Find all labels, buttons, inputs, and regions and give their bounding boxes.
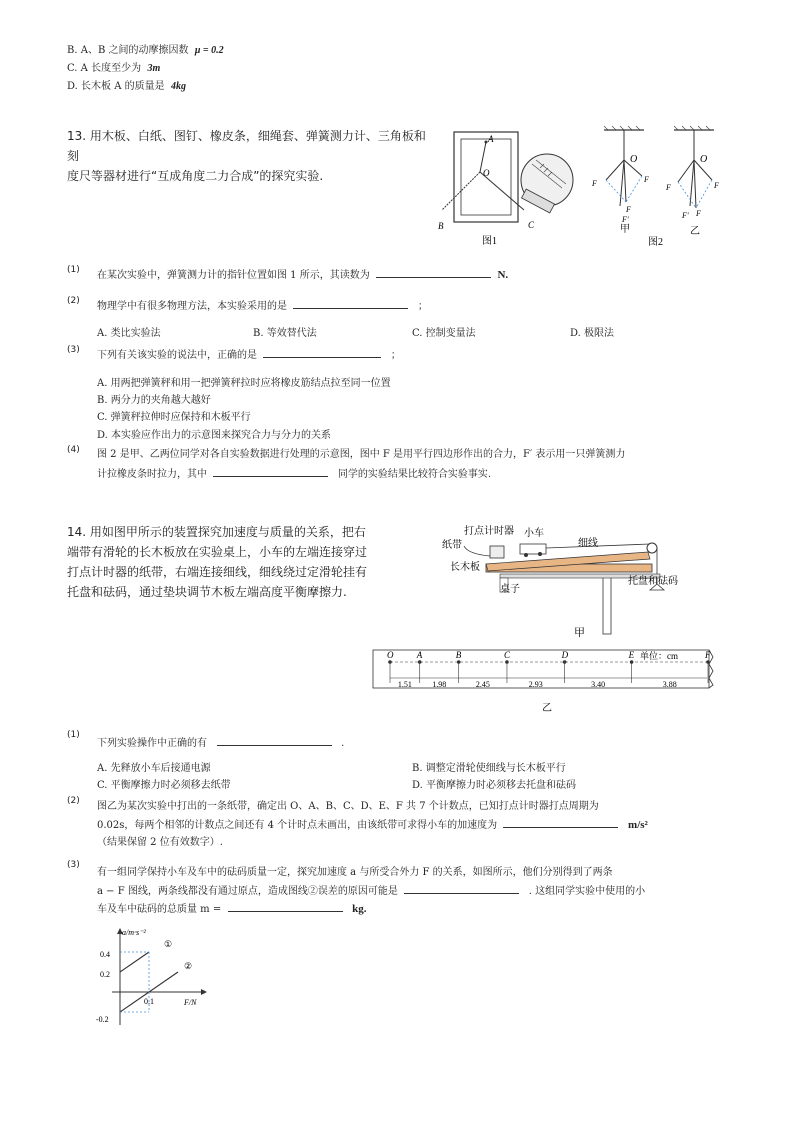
tape-point-A: A: [416, 650, 423, 660]
q13-p2-num: (2): [67, 296, 80, 306]
tape-segment-4: 2.93: [528, 680, 543, 689]
q13-p2: 物理学中有很多物理方法，本实验采用的是 ；: [97, 297, 428, 315]
option-d: D. 长木板 A 的质量是 4kg: [67, 81, 186, 92]
label-tape: 纸带: [442, 540, 462, 551]
q14-p3-num: (3): [67, 860, 80, 870]
label-b: B: [438, 221, 444, 231]
q13-p2-option-c: C. 控制变量法: [412, 328, 476, 339]
q13-p3-option-b: B. 两分力的夹角越大越好: [97, 395, 211, 406]
q13-p2-option-d: D. 极限法: [570, 328, 615, 339]
q13-p4-blank[interactable]: [213, 465, 328, 477]
tape-dot-B: [457, 660, 461, 664]
q13-p3-blank[interactable]: [263, 346, 381, 358]
q14-paper-tape: [370, 645, 715, 715]
label-line: 细线: [578, 538, 598, 549]
fig2-caption: 图2: [648, 237, 663, 248]
line2-label: ②: [184, 961, 193, 971]
fig2-yi-fc: F: [714, 181, 719, 190]
tape-segment-1: 1.51: [397, 680, 412, 689]
q13-p4-num: (4): [67, 445, 80, 455]
fig2-yi-f: F: [696, 209, 701, 218]
fig2-jia-fc: F: [644, 175, 649, 184]
q14-p1-option-b: B. 调整定滑轮使细线与长木板平行: [412, 763, 566, 774]
fig2-jia-caption: 甲: [620, 224, 630, 235]
ytick-0-4: 0.4: [100, 950, 110, 959]
xtick-0-1: 0.1: [144, 997, 154, 1006]
label-a: A: [488, 134, 494, 144]
label-table: 桌子: [500, 584, 520, 595]
q14-p1-option-c: C. 平衡摩擦力时必须移去纸带: [97, 780, 231, 791]
q13-p2-option-b: B. 等效替代法: [253, 328, 317, 339]
ytick-neg-0-2: -0.2: [96, 1015, 109, 1024]
q14-p1-option-a: A. 先释放小车后接通电源: [97, 763, 211, 774]
fig2-jia-f: F: [626, 205, 631, 214]
label-o: O: [483, 168, 490, 178]
apparatus-caption: 甲: [574, 627, 585, 639]
tape-point-D: D: [561, 650, 569, 660]
tape-dot-E: [630, 660, 634, 664]
q13-p3-option-c: C. 弹簧秤拉伸时应保持和木板平行: [97, 412, 251, 423]
tape-dot-A: [418, 660, 422, 664]
tape-point-C: C: [503, 650, 510, 660]
q14-p2-line3: （结果保留 2 位有效数字）.: [97, 837, 223, 848]
tape-point-B: B: [455, 650, 462, 660]
q14-p1-num: (1): [67, 730, 80, 740]
q13-p2-option-a: A. 类比实验法: [97, 328, 161, 339]
ytick-0-2: 0.2: [100, 970, 110, 979]
graph-line-1: [120, 952, 149, 972]
option-c: C. A 长度至少为 3m: [67, 63, 161, 74]
label-board: 长木板: [450, 562, 480, 573]
q13-stem: 13. 用木板、白纸、图钉、橡皮条，细绳套、弹簧测力计、三角板和刻 度尺等器材进行“互成角度二力合成”的探究实验.: [67, 129, 426, 183]
q13-p4-line2: 计拉橡皮条时拉力，其中 同学的实验结果比较符合实验事实.: [97, 465, 491, 483]
graph-ylabel: a/m·s⁻²: [122, 928, 146, 937]
q14-stem: 14. 用如图甲所示的装置探究加速度与质量的关系，把右 端带有滑轮的长木板放在实验桌上，小车的左端连接穿过 打点计时器的纸带，右端连接细线，细线绕过定滑轮挂有 托盘和砝码，通过垫块调节木板左端高度平衡摩擦力.: [67, 525, 368, 599]
q14-p3-line1: 有一组同学保持小车及车中的砝码质量一定，探究加速度 a 与所受合外力 F 的关系，如图所示，他们分别得到了两条: [97, 867, 613, 878]
fig2-jia-o: O: [630, 154, 638, 165]
q13-p1-num: (1): [67, 265, 80, 275]
fig2-yi-fb: F: [666, 183, 671, 192]
q13-p3: 下列有关该实验的说法中，正确的是 ；: [97, 346, 401, 364]
q13-figure2: [586, 124, 736, 248]
fig1-caption: 图1: [482, 236, 497, 247]
tape-segment-5: 3.40: [591, 680, 606, 689]
q13-p3-option-a: A. 用两把弹簧秤和用一把弹簧秤拉时应将橡皮筋结点拉至同一位置: [97, 378, 391, 389]
tape-dot-O: [388, 660, 392, 664]
q14-p2-num: (2): [67, 796, 80, 806]
q13-p3-option-d: D. 本实验应作出力的示意图来探究合力与分力的关系: [97, 430, 332, 441]
tape-dot-C: [505, 660, 509, 664]
label-c: C: [528, 220, 535, 230]
q13-p1-blank[interactable]: [376, 266, 491, 278]
q13-figure1: [432, 128, 582, 248]
tape-dot-F: [706, 660, 710, 664]
q14-p2-blank[interactable]: [503, 816, 618, 828]
q14-p2-line1: 图乙为某次实验中打出的一条纸带，确定出 O、A、B、C、D、E、F 共 7 个计数点，已知打点计时器打点周期为: [97, 801, 599, 812]
label-weights: 托盘和砝码: [628, 576, 678, 587]
tape-unit: 单位：cm: [640, 651, 678, 661]
q14-p3-blank1[interactable]: [404, 882, 519, 894]
tape-dot-D: [563, 660, 567, 664]
q13-p2-blank[interactable]: [293, 297, 408, 309]
fig2-jia-fb: F: [592, 179, 597, 188]
q14-af-graph: [92, 925, 212, 1030]
tape-point-E: E: [628, 650, 635, 660]
tape-caption: 乙: [542, 703, 552, 714]
tape-segment-3: 2.45: [475, 680, 490, 689]
q14-p2-line2: 0.02s，每两个相邻的计数点之间还有 4 个计时点未画出，由该纸带可求得小车的加速度为 m/s²: [97, 816, 648, 834]
q14-p1: 下列实验操作中正确的有 .: [97, 734, 344, 752]
q13-p4-line1: 图 2 是甲、乙两位同学对各自实验数据进行处理的示意图，图中 F 是用平行四边形作出的合力，F′ 表示用一只弹簧测力: [97, 449, 626, 460]
q14-p1-option-d: D. 平衡摩擦力时必须移去托盘和砝码: [412, 780, 577, 791]
fig2-jia-fp: F': [622, 215, 629, 224]
q14-apparatus-figure: [438, 522, 678, 640]
label-timer: 打点计时器: [464, 526, 514, 537]
graph-xlabel: F/N: [184, 998, 197, 1007]
fig2-yi-fp: F': [682, 211, 689, 220]
q14-p1-blank[interactable]: [217, 734, 332, 746]
tape-segment-6: 3.88: [662, 680, 677, 689]
tape-point-F: F: [705, 650, 711, 660]
q14-p3-blank2[interactable]: [228, 900, 343, 912]
q14-p3-line3: 车及车中砝码的总质量 m = kg.: [97, 900, 367, 918]
q13-p3-num: (3): [67, 345, 80, 355]
tape-point-O: O: [387, 650, 394, 660]
fig2-yi-caption: 乙: [690, 226, 700, 237]
q13-p1: 在某次实验中，弹簧测力计的指针位置如图 1 所示，其读数为 N.: [97, 266, 508, 284]
line1-label: ①: [164, 939, 173, 949]
fig2-yi-o: O: [700, 154, 708, 165]
tape-segment-2: 1.98: [432, 680, 447, 689]
label-cart: 小车: [524, 528, 544, 539]
option-b: B. A、B 之间的动摩擦因数 μ = 0.2: [67, 45, 224, 56]
q14-p3-line2: a − F 图线，两条线都没有通过原点，造成图线②误差的原因可能是 . 这组同学实验中使用的小: [97, 882, 645, 900]
